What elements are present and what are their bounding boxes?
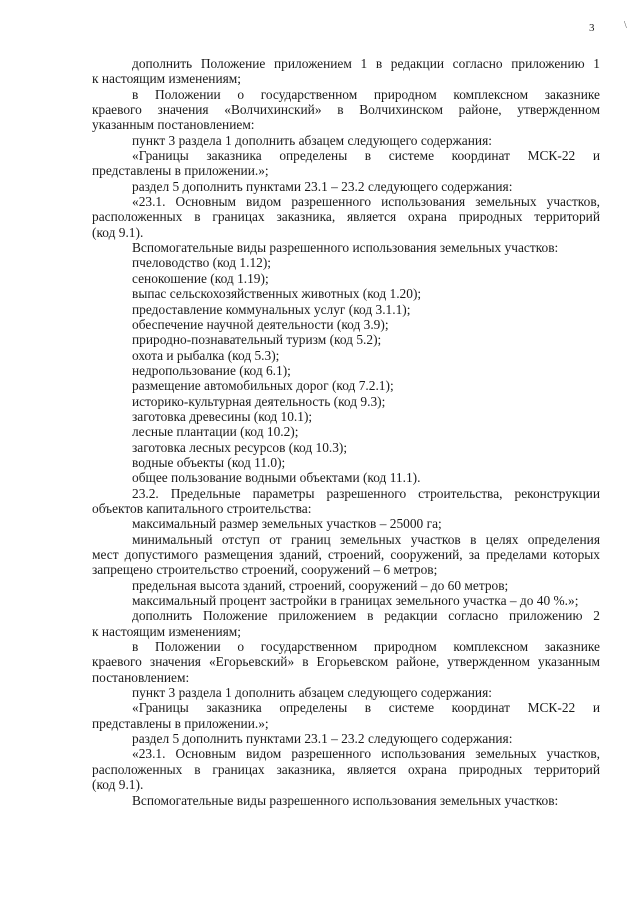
text-line: природно-познавательный туризм (код 5.2); xyxy=(132,332,382,348)
text-line: дополнить Положение приложением в редакции согласно приложению 2 xyxy=(132,608,600,624)
text-line: историко-культурная деятельность (код 9.3); xyxy=(132,393,386,409)
text-line: «23.1. Основным видом разрешенного использования земельных участков, xyxy=(132,746,600,762)
text-line: предоставление коммунальных услуг (код 3.1.1); xyxy=(132,301,411,317)
text-line: Вспомогательные виды разрешенного использования земельных участков: xyxy=(132,792,559,808)
text-line: краевого значения «Егорьевский» в Егорьевском районе, утвержденном указанным xyxy=(92,654,600,670)
margin-mark: \ xyxy=(624,20,627,31)
text-line: недропользование (код 6.1); xyxy=(132,362,291,378)
text-line: в Положении о государственном природном комплексном заказнике xyxy=(132,86,600,102)
text-line: лесные плантации (код 10.2); xyxy=(132,424,299,440)
text-line: выпас сельскохозяйственных животных (код 1.20); xyxy=(132,286,422,302)
text-line: максимальный размер земельных участков – 25000 га; xyxy=(132,516,442,532)
document-body xyxy=(92,56,600,808)
text-line: к настоящим изменениям; xyxy=(92,71,241,87)
text-line: максимальный процент застройки в границах земельного участка – до 40 %.»; xyxy=(132,593,579,609)
text-line: заготовка древесины (код 10.1); xyxy=(132,408,313,424)
text-line: представлены в приложении.»; xyxy=(92,163,269,179)
text-line: (код 9.1). xyxy=(92,777,144,793)
page-number: 3 xyxy=(589,22,595,34)
text-line: к настоящим изменениям; xyxy=(92,623,241,639)
text-line: (код 9.1). xyxy=(92,224,144,240)
text-line: водные объекты (код 11.0); xyxy=(132,454,286,470)
text-line: «Границы заказника определены в системе координат МСК-22 и xyxy=(132,148,600,164)
text-line: представлены в приложении.»; xyxy=(92,715,269,731)
text-line: пункт 3 раздела 1 дополнить абзацем следующего содержания: xyxy=(132,685,492,701)
text-line: заготовка лесных ресурсов (код 10.3); xyxy=(132,439,348,455)
text-line: «Границы заказника определены в системе координат МСК-22 и xyxy=(132,700,600,716)
text-line: запрещено строительство строений, сооружений – 6 метров; xyxy=(92,562,438,578)
text-line: минимальный отступ от границ земельных участков в целях определения xyxy=(132,531,600,547)
text-line: объектов капитального строительства: xyxy=(92,500,312,516)
text-line: размещение автомобильных дорог (код 7.2.1); xyxy=(132,378,394,394)
text-line: мест допустимого размещения зданий, строений, сооружений, за пределами которых xyxy=(92,547,600,562)
text-line: обеспечение научной деятельности (код 3.9); xyxy=(132,316,389,332)
text-line: предельная высота зданий, строений, сооружений – до 60 метров; xyxy=(132,577,509,593)
text-line: раздел 5 дополнить пунктами 23.1 – 23.2 следующего содержания: xyxy=(132,178,513,194)
text-line: в Положении о государственном природном комплексном заказнике xyxy=(132,639,600,655)
text-line: пункт 3 раздела 1 дополнить абзацем следующего содержания: xyxy=(132,132,492,148)
text-line: дополнить Положение приложением 1 в редакции согласно приложению 1 xyxy=(132,56,600,71)
text-line: Вспомогательные виды разрешенного использования земельных участков: xyxy=(132,240,559,256)
text-line: сенокошение (код 1.19); xyxy=(132,270,269,286)
text-line: общее пользование водными объектами (код 11.1). xyxy=(132,470,421,486)
text-line: пчеловодство (код 1.12); xyxy=(132,255,272,271)
text-line: «23.1. Основным видом разрешенного использования земельных участков, xyxy=(132,194,600,210)
text-line: охота и рыбалка (код 5.3); xyxy=(132,347,280,363)
text-line: раздел 5 дополнить пунктами 23.1 – 23.2 следующего содержания: xyxy=(132,731,513,747)
text-line: 23.2. Предельные параметры разрешенного строительства, реконструкции xyxy=(132,485,600,501)
text-line: расположенных в границах заказника, является охрана природных территорий xyxy=(92,209,600,225)
text-line: краевого значения «Волчихинский» в Волчихинском районе, утвержденном xyxy=(92,102,600,118)
text-line: расположенных в границах заказника, является охрана природных территорий xyxy=(92,761,600,777)
text-line: указанным постановлением: xyxy=(92,117,255,133)
text-line: постановлением: xyxy=(92,669,190,685)
